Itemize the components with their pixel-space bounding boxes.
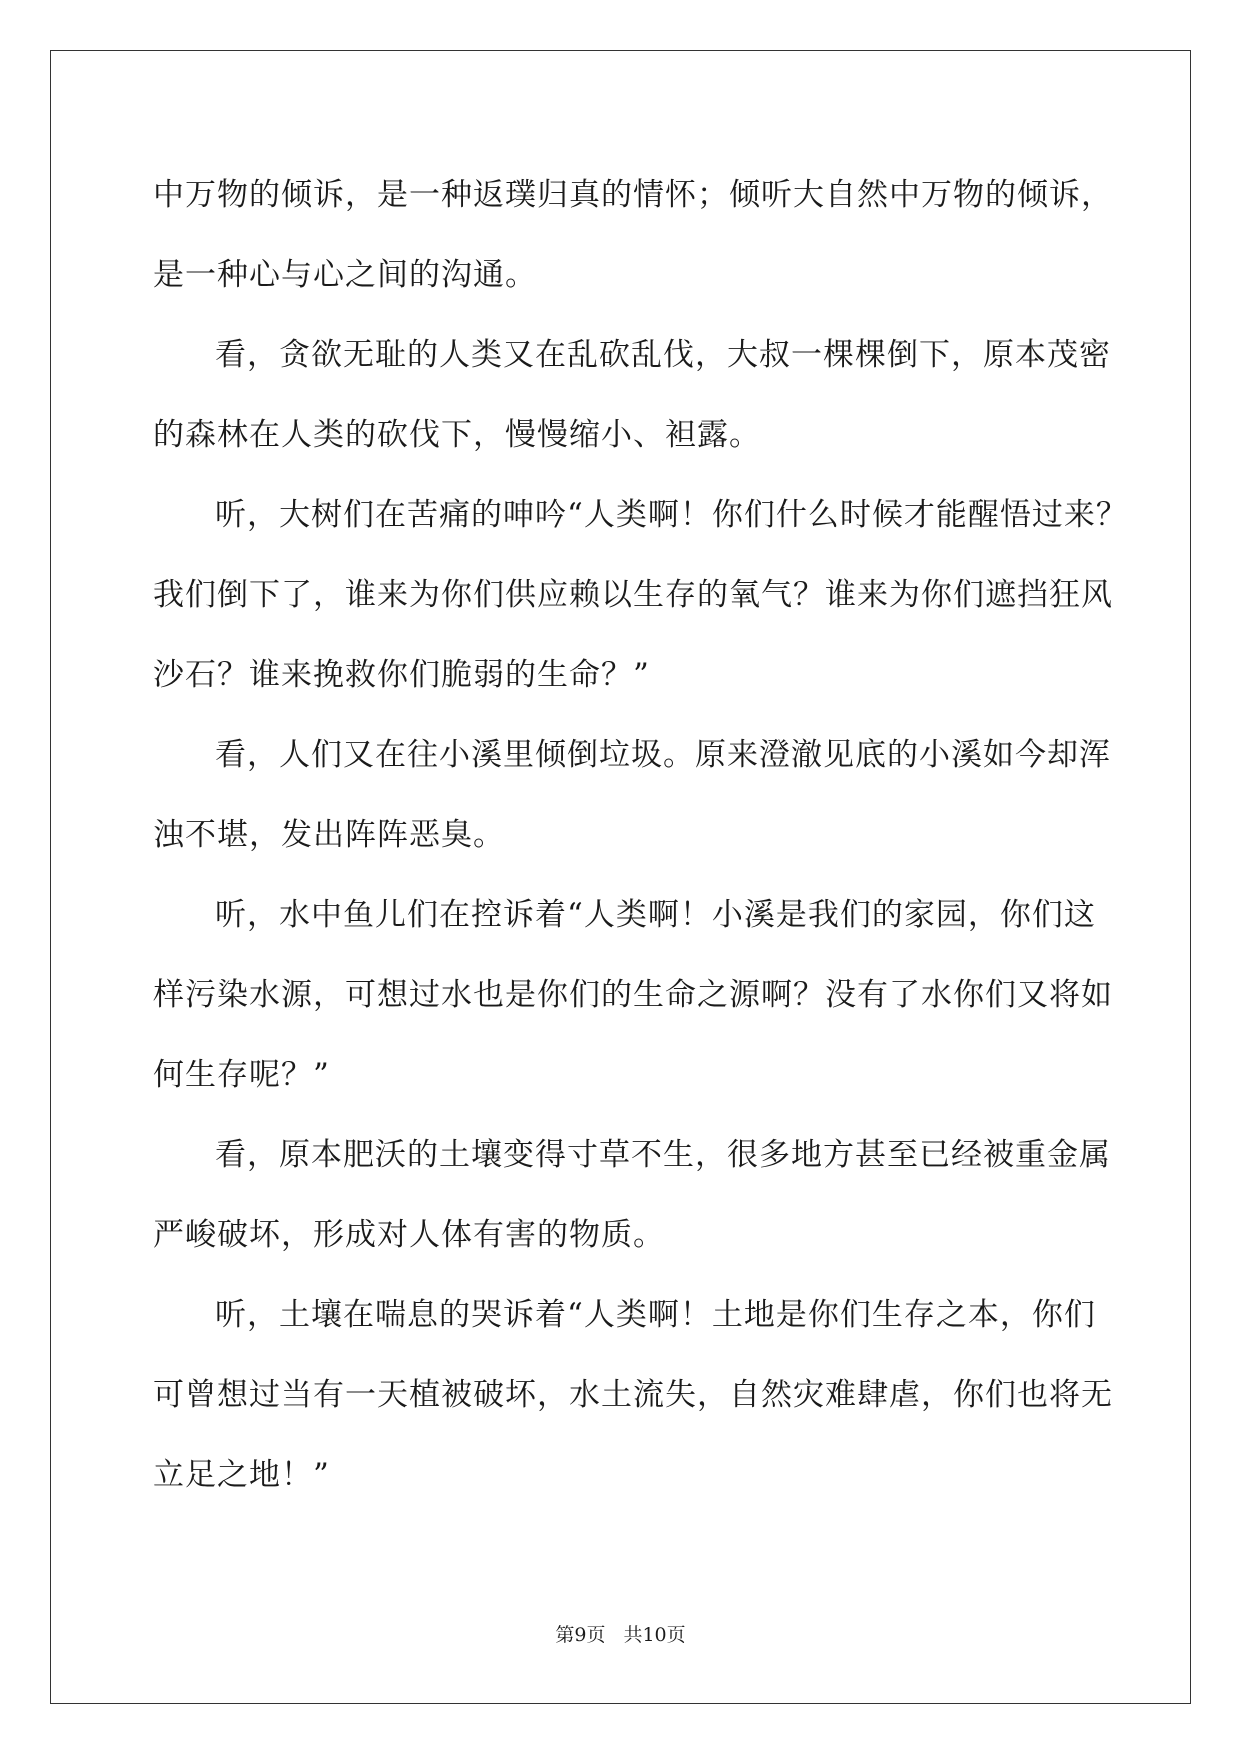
page-footer [0, 1623, 1241, 1647]
text-line: 沙石？谁来挽救你们脆弱的生命？” [153, 657, 650, 693]
text-line: 浊不堪，发出阵阵恶臭。 [153, 817, 505, 853]
page-number: 第9页 [555, 1624, 606, 1646]
paragraph-first-line: 听，大树们在苦痛的呻吟“人类啊！你们什么时候才能醒悟过来？ [215, 497, 1128, 533]
document-body [153, 155, 1128, 1515]
paragraph-first-line: 看，人们又在往小溪里倾倒垃圾。原来澄澈见底的小溪如今却浑 [215, 737, 1111, 773]
paragraph-first-line: 听，土壤在喘息的哭诉着“人类啊！土地是你们生存之本，你们 [215, 1297, 1096, 1333]
text-line: 立足之地！” [153, 1457, 330, 1493]
text-line: 样污染水源，可想过水也是你们的生命之源啊？没有了水你们又将如 [153, 977, 1113, 1013]
text-line: 我们倒下了，谁来为你们供应赖以生存的氧气？谁来为你们遮挡狂风 [153, 577, 1113, 613]
paragraph-first-line: 看，贪欲无耻的人类又在乱砍乱伐，大叔一棵棵倒下，原本茂密 [215, 337, 1111, 373]
page-total: 共10页 [623, 1624, 686, 1646]
paragraph-first-line: 看，原本肥沃的土壤变得寸草不生，很多地方甚至已经被重金属 [215, 1137, 1111, 1173]
text-line: 是一种心与心之间的沟通。 [153, 257, 537, 293]
text-line: 严峻破坏，形成对人体有害的物质。 [153, 1217, 665, 1253]
text-line: 中万物的倾诉，是一种返璞归真的情怀；倾听大自然中万物的倾诉， [153, 177, 1113, 213]
text-line: 可曾想过当有一天植被破坏，水土流失，自然灾难肆虐，你们也将无 [153, 1377, 1113, 1413]
paragraph-first-line: 听，水中鱼儿们在控诉着“人类啊！小溪是我们的家园，你们这 [215, 897, 1096, 933]
text-line: 的森林在人类的砍伐下，慢慢缩小、袒露。 [153, 417, 761, 453]
text-line: 何生存呢？” [153, 1057, 330, 1093]
